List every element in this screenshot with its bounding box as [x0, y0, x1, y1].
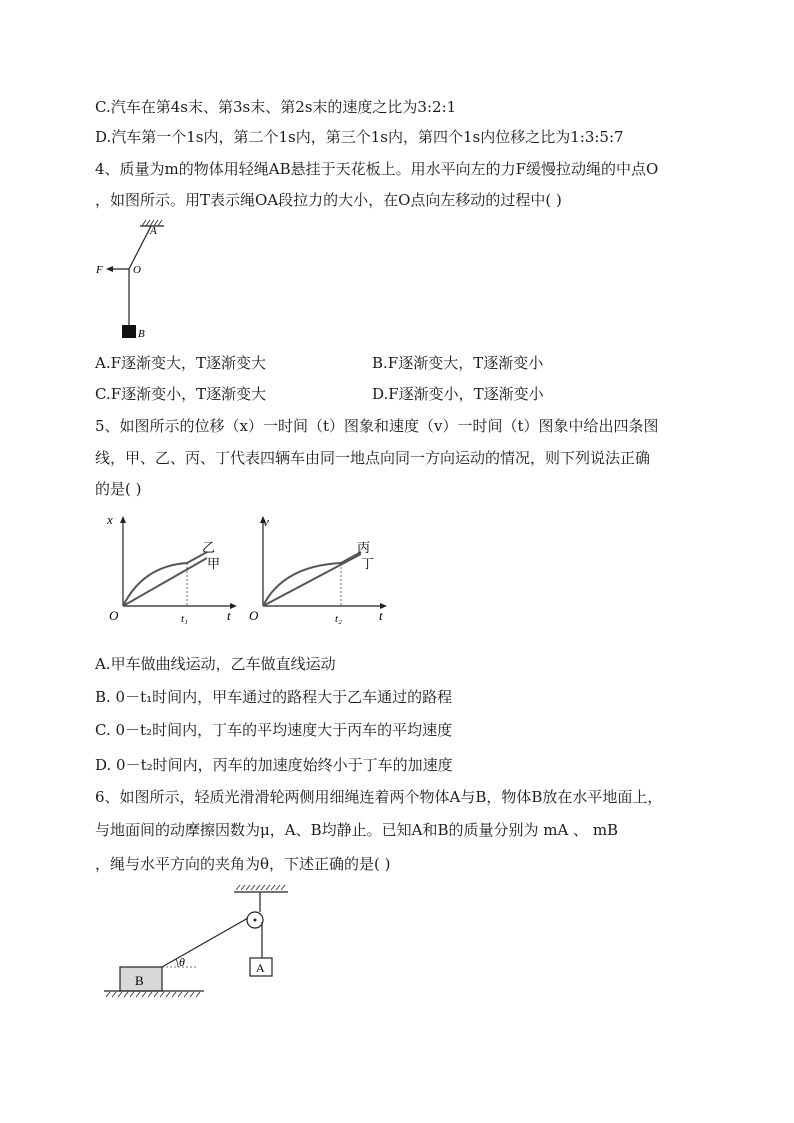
option-b-q5: B. 0－t₁时间内，甲车通过的路程大于乙车通过的路程: [95, 688, 453, 706]
block-b-label: B: [135, 973, 144, 988]
origin-label: O: [249, 608, 259, 623]
question-5-line-2: 线，甲、乙、丙、丁代表四辆车由同一地点向同一方向运动的情况，则下列说法正确: [95, 449, 651, 467]
figure-q6-pulley: [100, 884, 300, 1002]
origin-label: O: [109, 608, 119, 623]
angle-theta-label: θ: [179, 955, 185, 969]
option-d-q5: D. 0－t₂时间内，丙车的加速度始终小于丁车的加速度: [95, 756, 453, 774]
curve-label-ding: 丁: [361, 556, 375, 571]
option-d-q3: D.汽车第一个1s内，第二个1s内，第三个1s内，第四个1s内位移之比为1:3:5:7: [95, 128, 624, 146]
question-5-line-3: 的是( ): [95, 480, 142, 498]
question-6-line-1: 6、如图所示，轻质光滑滑轮两侧用细绳连着两个物体A与B，物体B放在水平地面上，: [95, 788, 663, 806]
question-4-line-1: 4、质量为m的物体用轻绳AB悬挂于天花板上。用水平向左的力F缓慢拉动绳的中点O: [95, 160, 659, 178]
axis-label-x: x: [107, 512, 113, 527]
figure-q5-xt-graph: [103, 510, 241, 626]
option-b-q4: B.F逐渐变大，T逐渐变小: [372, 354, 544, 372]
label-b: B: [138, 328, 145, 340]
label-a: A: [150, 225, 157, 237]
curve-label-bing: 丙: [357, 540, 371, 555]
curve-label-jia: 甲: [207, 556, 221, 571]
figure-q4-rope: [92, 218, 182, 344]
question-5-line-1: 5、如图所示的位移（x）一时间（t）图象和速度（v）一时间（t）图象中给出四条图: [95, 417, 659, 435]
label-o: O: [133, 264, 141, 276]
block-a-label: A: [256, 961, 265, 975]
tick-t2: t₂: [335, 613, 342, 625]
figure-q5-vt-graph: [243, 510, 391, 626]
option-c-q4: C.F逐渐变小，T逐渐变大: [95, 385, 267, 403]
option-c-q3: C.汽车在第4s末、第3s末、第2s末的速度之比为3:2:1: [95, 98, 457, 116]
label-f: F: [96, 264, 103, 276]
option-a-q4: A.F逐渐变大，T逐渐变大: [95, 354, 267, 372]
tick-t1: t₁: [181, 613, 188, 625]
option-a-q5: A.甲车做曲线运动，乙车做直线运动: [95, 655, 336, 673]
question-4-line-2: ，如图所示。用T表示绳OA段拉力的大小，在O点向左移动的过程中( ): [95, 191, 562, 209]
axis-label-v: v: [263, 514, 269, 529]
question-6-line-2: 与地面间的动摩擦因数为μ，A、B均静止。已知A和B的质量分别为 mA 、 mB: [95, 821, 619, 839]
option-c-q5: C. 0－t₂时间内，丁车的平均速度大于丙车的平均速度: [95, 721, 453, 739]
question-6-line-3: ，绳与水平方向的夹角为θ，下述正确的是( ): [95, 855, 391, 873]
curve-label-yi: 乙: [202, 540, 216, 555]
axis-label-t: t: [379, 608, 383, 623]
axis-label-t: t: [227, 608, 231, 623]
option-d-q4: D.F逐渐变小，T逐渐变小: [372, 385, 544, 403]
